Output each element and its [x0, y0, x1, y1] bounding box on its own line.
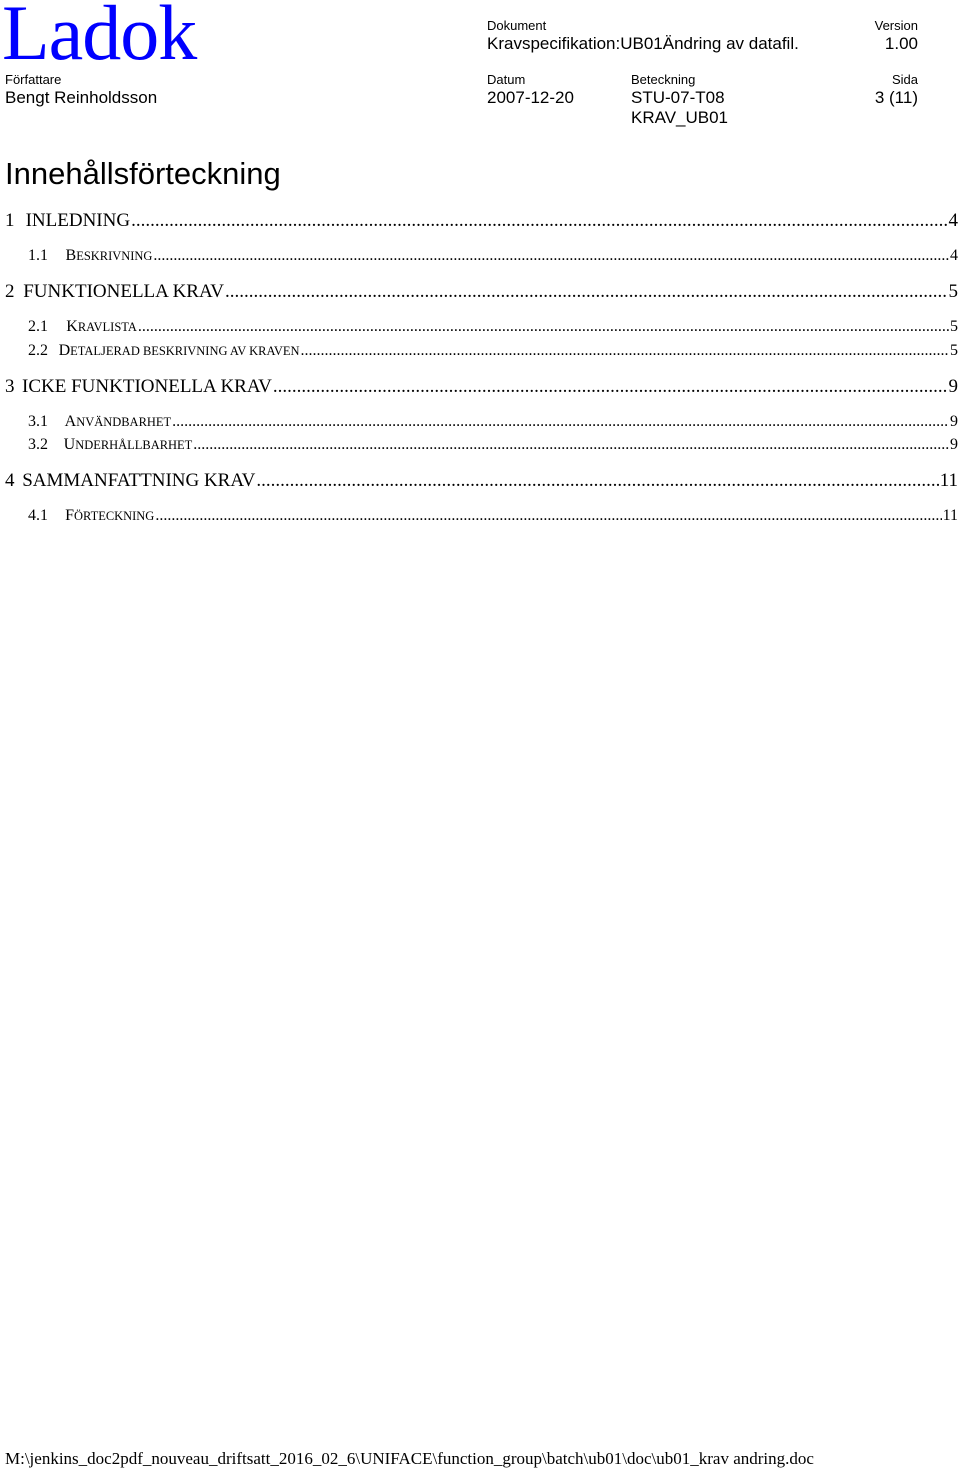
toc-entry-page: 5	[950, 318, 958, 335]
toc-entry-title: UNDERHÅLLBARHET	[63, 436, 193, 453]
toc-entry-number: 2.2	[28, 342, 48, 359]
toc-entry-title: ANVÄNDBARHET	[64, 413, 172, 430]
toc-entry-1[interactable]	[5, 211, 958, 230]
beteckning-value: STU-07-T08	[631, 88, 725, 107]
forfattare-label: Författare	[5, 72, 62, 87]
sida-label: Sida	[891, 72, 918, 87]
toc-entry-title: DETALJERAD BESKRIVNING AV KRAVEN	[58, 342, 300, 359]
toc-entry-3-1[interactable]	[28, 414, 958, 430]
toc-entry-title: BESKRIVNING	[65, 247, 153, 264]
toc-entry-title: KRAVLISTA	[66, 318, 137, 335]
toc-entry-title: FUNKTIONELLA KRAV	[23, 281, 224, 302]
toc-entry-3-2[interactable]	[28, 437, 958, 453]
toc-entry-page: 9	[950, 413, 958, 430]
dokument-value: Kravspecifikation:UB01Ändring av datafil.	[487, 34, 799, 53]
toc-entry-page: 11	[939, 470, 958, 491]
beteckning-value-2: KRAV_UB01	[631, 108, 729, 127]
toc-entry-page: 5	[950, 342, 958, 359]
sida-value: 3 (11)	[874, 88, 918, 107]
toc-entry-page: 5	[948, 281, 958, 302]
toc-entry-page: 9	[950, 436, 958, 453]
toc-leader-dots	[193, 437, 949, 453]
toc-title: Innehållsförteckning	[5, 156, 281, 191]
toc-entry-number: 3	[5, 376, 15, 397]
datum-value: 2007-12-20	[487, 88, 574, 107]
toc-entry-title: FÖRTECKNING	[65, 507, 155, 524]
datum-label: Datum	[487, 72, 526, 87]
toc-entry-title: ICKE FUNKTIONELLA KRAV	[22, 376, 272, 397]
forfattare-value: Bengt Reinholdsson	[5, 88, 158, 107]
toc-entry-2-1[interactable]	[28, 319, 958, 335]
toc-entry-number: 4	[5, 470, 15, 491]
toc-entry-number: 2.1	[28, 318, 48, 335]
version-label: Version	[874, 18, 918, 33]
toc-entry-1-1[interactable]	[28, 248, 958, 264]
footer-file-path: M:\jenkins_doc2pdf_nouveau_driftsatt_2016_02_6\UNIFACE\function_group\batch\ub01\doc\ub01_krav andring.doc	[5, 1449, 814, 1468]
toc-entry-4-1[interactable]	[28, 508, 958, 524]
ladok-logo: Ladok	[2, 0, 197, 76]
toc-leader-dots	[273, 377, 948, 396]
toc-leader-dots	[301, 343, 949, 359]
toc-entry-number: 3.2	[28, 436, 48, 453]
toc-entry-title: SAMMANFATTNING KRAV	[22, 470, 256, 491]
toc-entry-number: 2	[5, 281, 15, 302]
toc-leader-dots	[155, 508, 941, 524]
toc-entry-title: INLEDNING	[25, 210, 131, 231]
toc-entry-number: 1	[5, 210, 15, 231]
toc-entry-4[interactable]	[5, 471, 958, 490]
toc-entry-number: 4.1	[28, 507, 48, 524]
toc-entry-page: 9	[948, 376, 958, 397]
toc-entry-2[interactable]	[5, 282, 958, 301]
toc-leader-dots	[225, 282, 948, 301]
toc-entry-page: 4	[948, 210, 958, 231]
toc-leader-dots	[138, 319, 949, 335]
toc-entry-number: 1.1	[28, 247, 48, 264]
toc-entry-2-2[interactable]	[28, 343, 958, 359]
toc-entry-page: 11	[942, 507, 958, 524]
toc-leader-dots	[131, 211, 947, 230]
toc-leader-dots	[172, 414, 949, 430]
version-value: 1.00	[884, 34, 918, 53]
dokument-label: Dokument	[487, 18, 547, 33]
toc-entry-number: 3.1	[28, 413, 48, 430]
toc-entry-page: 4	[950, 247, 958, 264]
beteckning-label: Beteckning	[631, 72, 696, 87]
toc-leader-dots	[153, 248, 949, 264]
toc-leader-dots	[256, 471, 938, 490]
toc-entry-3[interactable]	[5, 377, 958, 396]
